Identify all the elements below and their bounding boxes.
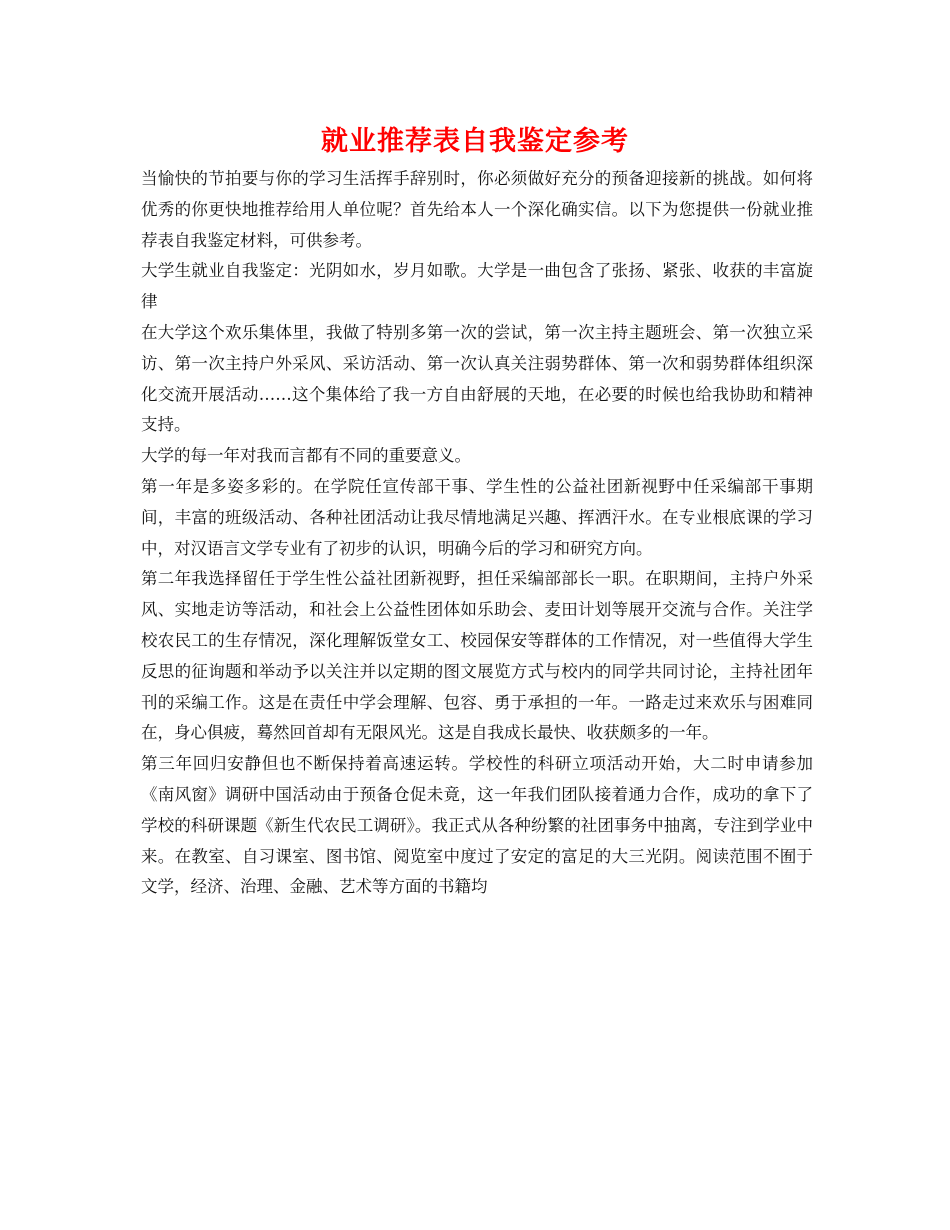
document-body: [141, 164, 813, 903]
paragraph-each-year: 大学的每一年对我而言都有不同的重要意义。: [141, 446, 471, 466]
paragraph-collective: 在大学这个欢乐集体里，我做了特别多第一次的尝试，第一次主持主题班会、第一次独立采访、第一次主持户外采风、采访活动、第一次认真关注弱势群体、第一次和弱势群体组织深化交流开展活动……这个集体给了我一方自由舒展的天地，在必要的时候也给我协助和精神支持。: [141, 322, 813, 435]
document-title: 就业推荐表自我鉴定参考: [321, 126, 629, 157]
paragraph-first-year: 第一年是多姿多彩的。在学院任宣传部干事、学生性的公益社团新视野中任采编部干事期间，丰富的班级活动、各种社团活动让我尽情地满足兴趣、挥洒汗水。在专业根底课的学习中，对汉语言文学专业有了初步的认识，明确今后的学习和研究方向。: [141, 476, 813, 558]
paragraph-third-year: 第三年回归安静但也不断保持着高速运转。学校性的科研立项活动开始，大二时申请参加《南风窗》调研中国活动由于预备仓促未竟，这一年我们团队接着通力合作，成功的拿下了学校的科研课题《新生代农民工调研》。我正式从各种纷繁的社团事务中抽离，专注到学业中来。在教室、自习课室、图书馆、阅览室中度过了安定的富足的大三光阴。阅读范围不囿于文学，经济、治理、金融、艺术等方面的书籍均: [141, 754, 813, 897]
paragraph-intro: 当愉快的节拍要与你的学习生活挥手辞别时，你必须做好充分的预备迎接新的挑战。如何将优秀的你更快地推荐给用人单位呢？首先给本人一个深化确实信。以下为您提供一份就业推荐表自我鉴定材料，可供参考。: [141, 169, 813, 250]
paragraph-self-assessment: 大学生就业自我鉴定：光阴如水，岁月如歌。大学是一曲包含了张扬、紧张、收获的丰富旋律: [141, 261, 813, 312]
paragraph-second-year: 第二年我选择留任于学生性公益社团新视野，担任采编部部长一职。在职期间，主持户外采风、实地走访等活动，和社会上公益性团体如乐助会、麦田计划等展开交流与合作。关注学校农民工的生存情况，深化理解饭堂女工、校园保安等群体的工作情况，对一些值得大学生反思的征询题和举动予以关注并以定期的图文展览方式与校内的同学共同讨论，主持社团年刊的采编工作。这是在责任中学会理解、包容、勇于承担的一年。一路走过来欢乐与困难同在，身心俱疲，蓦然回首却有无限风光。这是自我成长最快、收获颇多的一年。: [141, 569, 813, 743]
